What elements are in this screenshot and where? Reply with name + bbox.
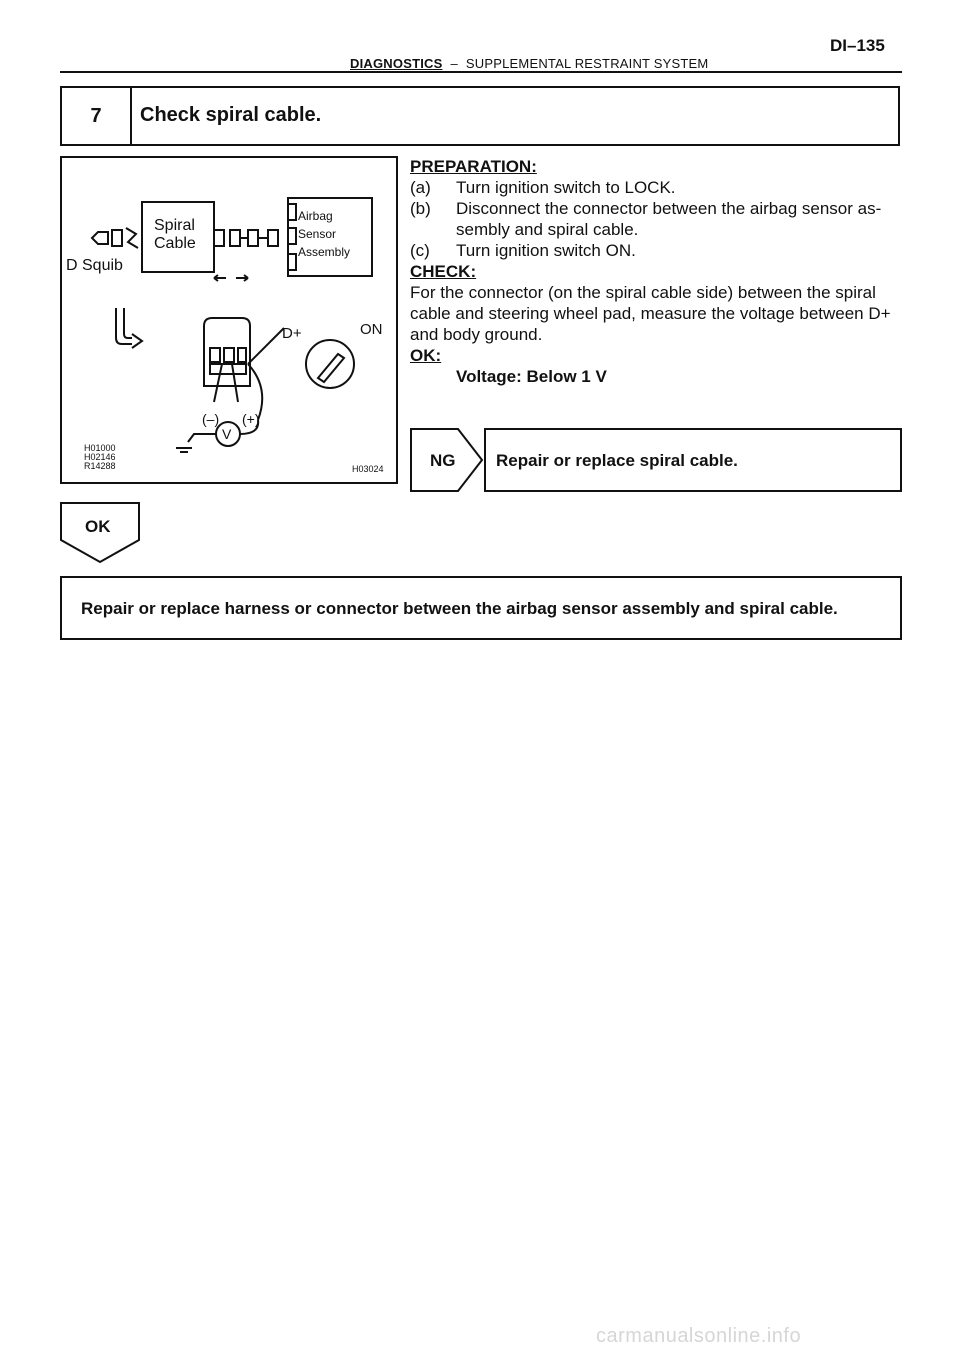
ng-result-box: [484, 428, 902, 492]
step-number: 7: [62, 88, 132, 144]
airbag-label-1: Airbag: [298, 209, 333, 223]
prep-step: [410, 198, 905, 240]
squib-connector-icon: [92, 232, 108, 244]
prep-step-text: Turn ignition switch ON.: [456, 241, 636, 260]
spiral-label-1: Spiral: [154, 217, 195, 234]
ok-result-box: [60, 576, 902, 640]
meter-label: V: [222, 426, 232, 442]
on-label: ON: [360, 321, 383, 338]
prep-step: [410, 240, 905, 261]
airbag-label-2: Sensor: [298, 227, 337, 241]
page-number: DI–135: [830, 36, 885, 55]
section-title: DIAGNOSTICS: [350, 56, 443, 71]
ng-arrow-icon: [410, 428, 484, 492]
ng-action: Repair or replace spiral cable.: [496, 451, 738, 470]
figure-code-3: R14288: [84, 461, 116, 471]
ok-action: Repair or replace harness or connector between the airbag sensor assembly and spiral cable.: [81, 599, 838, 618]
figure-code-2: H02146: [84, 452, 116, 462]
prep-step-label: (b): [410, 199, 431, 218]
subsection-title: SUPPLEMENTAL RESTRAINT SYSTEM: [465, 56, 709, 71]
squib-wire-icon: [126, 228, 138, 248]
probe-leads: [214, 364, 238, 402]
minus-label: (–): [202, 411, 220, 427]
procedure-text: [410, 156, 905, 387]
step-title: Check spiral cable.: [140, 104, 322, 126]
wiring-figure: [60, 156, 398, 484]
connector-a-icon: [214, 230, 224, 246]
header-separator: –: [450, 56, 458, 71]
squib-plug-icon: [112, 230, 122, 246]
prep-step: [410, 177, 905, 198]
ok-value: Voltage: Below 1 V: [456, 367, 607, 386]
airbag-label-3: Assembly: [298, 245, 351, 259]
prep-step-text: Turn ignition switch to LOCK.: [456, 178, 676, 197]
ok-arrow-icon: [60, 502, 140, 564]
page-header: [350, 56, 708, 71]
d-plus-leader: [248, 328, 284, 364]
header-rule: [60, 71, 902, 73]
squib-label: D Squib: [66, 257, 123, 274]
connector-b-icon: [230, 230, 240, 246]
right-arrow-icon: [236, 275, 248, 281]
ok-badge: [60, 502, 140, 569]
figure-drawing: [62, 158, 396, 482]
ng-badge: [410, 428, 484, 497]
ok-label: OK: [85, 517, 111, 536]
plus-label: (+): [242, 411, 260, 427]
check-text: For the connector (on the spiral cable side) between the spiral cable and steering wheel pad, measure the voltage between D+ and body ground.: [410, 283, 891, 344]
spiral-label-2: Cable: [154, 235, 196, 252]
prep-step-label: (c): [410, 241, 430, 260]
watermark: carmanualsonline.info: [596, 1325, 802, 1347]
connector-d-icon: [268, 230, 278, 246]
connector-c-icon: [248, 230, 258, 246]
ng-label: NG: [430, 451, 456, 470]
preparation-heading: PREPARATION:: [410, 157, 537, 176]
figure-id: H03024: [352, 464, 384, 474]
ok-heading: OK:: [410, 346, 442, 365]
figure-code-1: H01000: [84, 443, 116, 453]
left-arrow-icon: [214, 275, 226, 281]
prep-step-text: Disconnect the connector between the airbag sensor as-sembly and spiral cable.: [456, 199, 882, 239]
d-plus-label: D+: [282, 325, 302, 342]
step-title-box: [60, 86, 900, 146]
check-heading: CHECK:: [410, 262, 477, 281]
prep-step-label: (a): [410, 178, 431, 197]
